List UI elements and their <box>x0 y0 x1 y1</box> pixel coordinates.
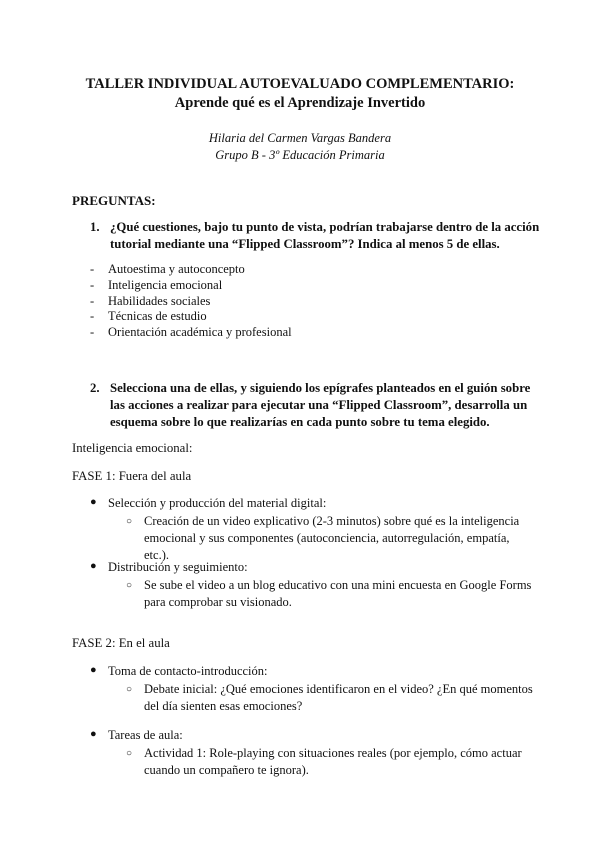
dash-marker: - <box>90 277 95 292</box>
list-item: - Inteligencia emocional <box>90 277 223 292</box>
phase-2-bullet-1: ● Toma de contacto-introducción: <box>90 664 268 678</box>
phase-1-bullet-1: ● Selección y producción del material digital: <box>90 496 327 510</box>
author-group: Grupo B - 3º Educación Primaria <box>215 148 385 162</box>
list-item: - Autoestima y autoconcepto <box>90 262 245 276</box>
dash-marker: - <box>90 262 95 276</box>
bullet-icon: ● <box>90 664 97 676</box>
list-item: - Técnicas de estudio <box>90 309 207 324</box>
sub-bullet-icon: ○ <box>126 684 133 695</box>
phase-1-label: FASE 1: Fuera del aula <box>72 469 192 483</box>
question-number: 2. <box>90 381 100 395</box>
bullet-icon: ● <box>90 728 97 740</box>
question-1 <box>90 219 540 253</box>
sub-bullet-icon: ○ <box>126 580 133 591</box>
topic-label: Inteligencia emocional: <box>72 441 193 455</box>
question-text: ¿Qué cuestiones, bajo tu punto de vista, podrían trabajarse dentro de la acción tutorial mediante una “Flipped Classroom”? Indica al menos 5 de ellas. <box>110 220 540 251</box>
bullet-icon: ● <box>90 496 97 508</box>
section-heading: PREGUNTAS: <box>72 193 156 208</box>
answer-list <box>90 262 292 341</box>
question-text: Selecciona una de ellas, y siguiendo los epígrafes planteados en el guión sobre las acciones a realizar para ejecutar una “Flipped Classroom”, desarrolla un esquema sobre lo que realizarías en cada punto sobre tu tema elegido. <box>110 381 531 429</box>
phase-2-sub-1: ○ Debate inicial: ¿Qué emociones identificaron en el video? ¿En qué momentos del día sienten esas emociones? <box>126 682 533 713</box>
phase-2-sub-2: ○ Actividad 1: Role-playing con situaciones reales (por ejemplo, cómo actuar cuando un compañero te ignora). <box>126 746 522 777</box>
sub-bullet-icon: ○ <box>126 516 133 527</box>
phase-2-label: FASE 2: En el aula <box>72 636 170 650</box>
author-name: Hilaria del Carmen Vargas Bandera <box>208 131 392 145</box>
dash-marker: - <box>90 309 95 324</box>
phase-1-sub-2: ○ Se sube el video a un blog educativo con una mini encuesta en Google Forms para comprobar su visionado. <box>126 578 532 609</box>
list-item: - Orientación académica y profesional <box>90 325 292 340</box>
phase-1-sub-1: ○ Creación de un video explicativo (2-3 minutos) sobre qué es la inteligencia emocional y sus componentes (autoconciencia, autorregulación, empatía, etc.). <box>126 514 520 562</box>
list-item: - Habilidades sociales <box>90 293 211 308</box>
dash-marker: - <box>90 325 95 340</box>
sub-bullet-icon: ○ <box>126 748 133 759</box>
question-2 <box>90 380 540 431</box>
document-title: TALLER INDIVIDUAL AUTOEVALUADO COMPLEMENTARIO: <box>85 76 515 92</box>
phase-2-bullet-2: ● Tareas de aula: <box>90 728 183 742</box>
dash-marker: - <box>90 293 95 308</box>
bullet-icon: ● <box>90 560 97 572</box>
phase-1-bullet-2: ● Distribución y seguimiento: <box>90 560 248 574</box>
question-number: 1. <box>90 220 100 234</box>
document-subtitle: Aprende qué es el Aprendizaje Invertido <box>174 95 426 111</box>
